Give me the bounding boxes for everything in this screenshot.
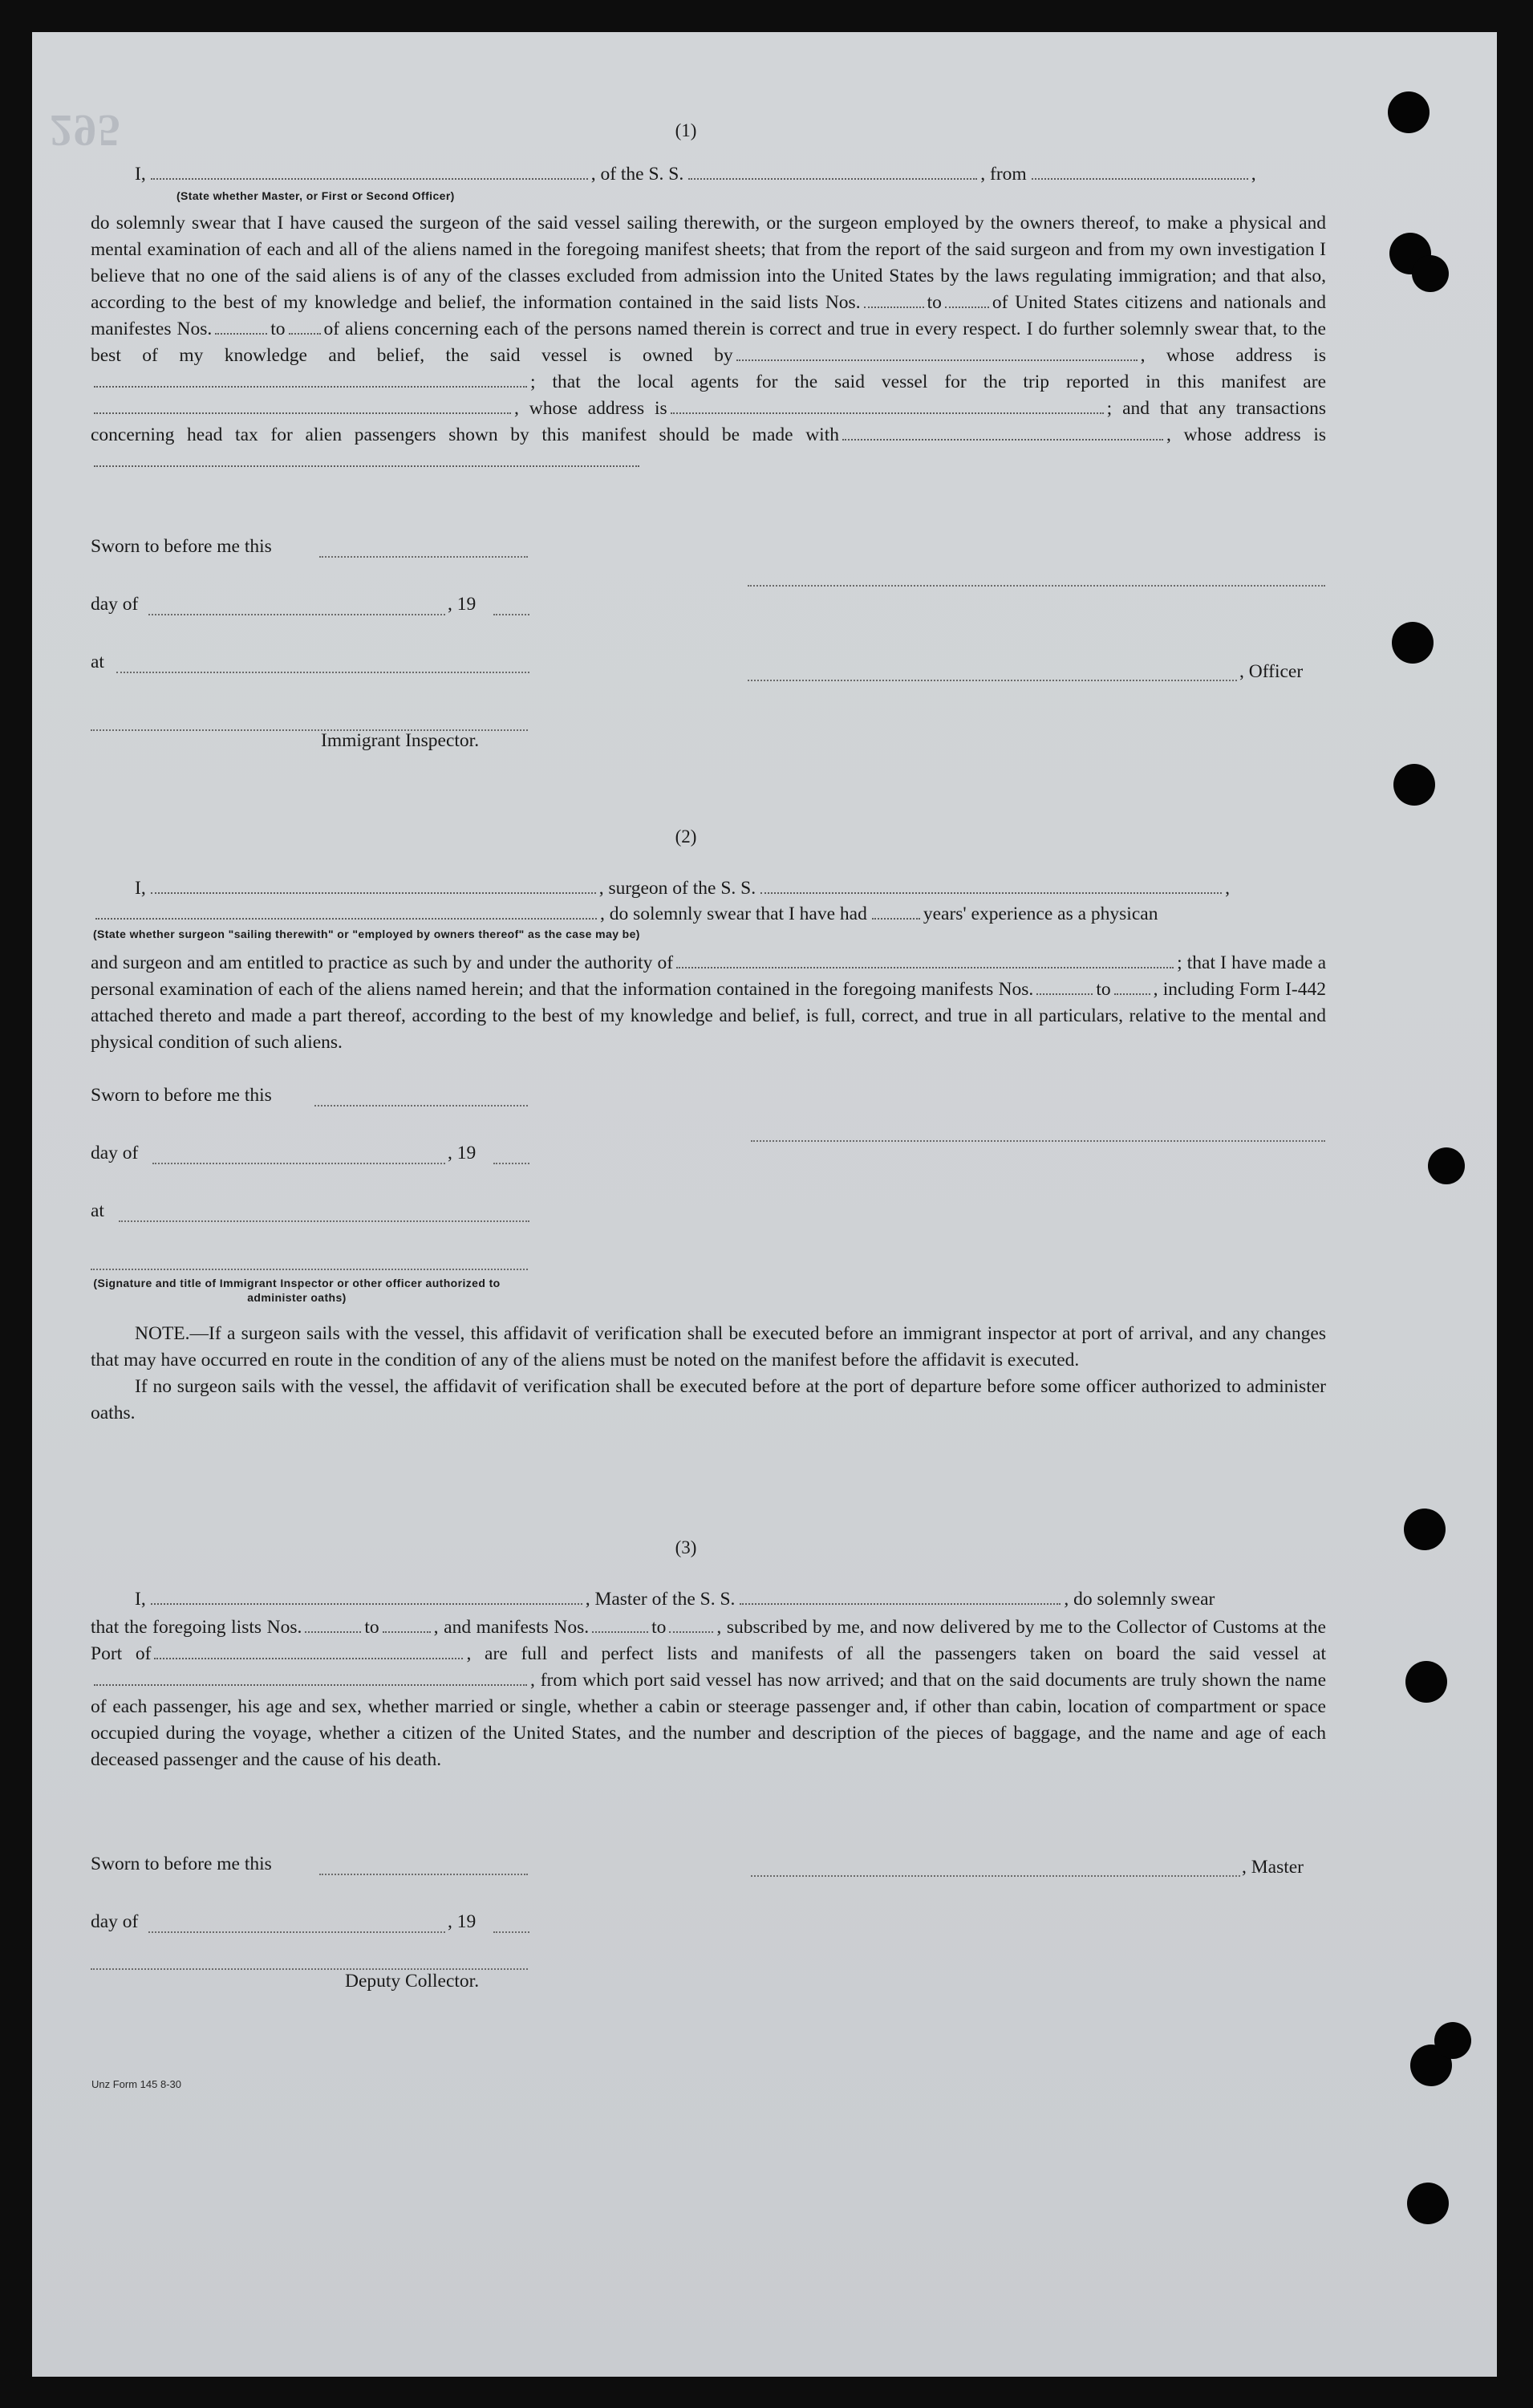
head-tax-address-blank: [94, 451, 639, 467]
lists-to-blank: [383, 1617, 431, 1633]
punch-hole: [1405, 1661, 1447, 1703]
owner-blank: [736, 345, 1138, 361]
section-1-instruction: (State whether Master, or First or Second Officer): [176, 189, 455, 202]
prefix-text: I,: [135, 164, 146, 185]
punch-hole: [1412, 255, 1449, 292]
master-signature-line: [751, 1874, 1240, 1877]
lists-from-blank: [864, 292, 924, 308]
section-2-second-line: , do solemnly swear that I have had years' experience as a physican: [91, 904, 1158, 925]
day-of-blank: [148, 1931, 445, 1933]
inspector-label: Immigrant Inspector.: [321, 730, 480, 751]
day-of-blank: [148, 613, 445, 615]
manifests-to-blank: [669, 1617, 713, 1633]
ship-name-blank: [688, 164, 977, 180]
year-blank: [493, 1931, 529, 1933]
note-paragraph-2: If no surgeon sails with the vessel, the affidavit of verification shall be executed before at the port of departure before some officer authorized to administer oaths.: [91, 1376, 1326, 1423]
sworn-date-blank: [319, 555, 528, 558]
year-blank: [493, 613, 529, 615]
lists-to-blank: [945, 292, 989, 308]
surgeon-signature-line: [751, 1139, 1325, 1142]
lists-from-blank: [305, 1617, 361, 1633]
manifests-from-blank: [592, 1617, 648, 1633]
ship-label: , of the S. S.: [590, 164, 684, 185]
sworn-date-blank: [319, 1873, 528, 1875]
surgeon-manifests-from-blank: [1036, 979, 1093, 995]
surgeon-manifests-to-blank: [1114, 979, 1150, 995]
at-label: at: [91, 1200, 104, 1221]
signature-caption: (Signature and title of Immigrant Inspector or other officer authorized to administer oaths): [93, 1277, 501, 1304]
from-label: , from: [980, 164, 1027, 185]
year-label: , 19: [448, 1143, 477, 1163]
officer-label: , Officer: [1239, 661, 1304, 682]
years-blank: [872, 904, 920, 920]
master-ship-blank: [740, 1589, 1061, 1605]
day-of-label: day of: [91, 1911, 139, 1932]
year-label: , 19: [448, 1911, 477, 1932]
year-blank: [493, 1162, 529, 1164]
section-1-number: (1): [675, 120, 697, 140]
authority-blank: [676, 952, 1174, 968]
deputy-signature-line: [91, 1967, 528, 1970]
punch-hole: [1404, 1509, 1446, 1550]
punch-hole: [1392, 622, 1434, 664]
note-text: [91, 1321, 1326, 1427]
section-1-oath-text: do solemnly swear that I have caused the surgeon of the said vessel sailing therewith, or the surgeon employed by the owners thereof, to make a physical and mental examination of each and all of the aliens named in the foregoing manifest sheets; that from the report of the said surgeon and from my own investigation I believe that no one of the said aliens is of any of the classes excluded from admission into the United States by the laws regulating immigration; and that also, according to the best of my knowledge and belief, the information contained in the said lists Nos. to of United States citizens and nationals and manifestes Nos. to of aliens concerning each of the persons named therein is correct and true in every respect. I do further solemnly swear that, to the best of my knowledge and belief, the said vessel is owned by , whose address is; that the local agents for the said vessel for the trip reported in this manifest are, whose address is ; and that any transactions concerning head tax for alien passengers shown by this manifest should be made with , whose address is: [91, 210, 1326, 475]
surgeon-ship-blank: [760, 878, 1222, 894]
officer-signature-line: [748, 584, 1325, 587]
master-name-blank: [151, 1589, 582, 1605]
manifest-page: [32, 32, 1497, 2377]
punch-hole: [1428, 1147, 1465, 1184]
at-label: at: [91, 652, 104, 672]
punch-hole: [1407, 2183, 1449, 2224]
sworn-label: Sworn to before me this: [91, 1854, 272, 1874]
sworn-label: Sworn to before me this: [91, 1085, 272, 1106]
head-tax-blank: [842, 424, 1163, 441]
officer-name-blank: [151, 164, 588, 180]
note-paragraph-1: NOTE.—If a surgeon sails with the vessel, this affidavit of verification shall be executed before an immigrant inspector at port of arrival, and any changes that may have occurred en route in the condition of any of the aliens must be noted on the manifest before the affidavit is executed.: [91, 1323, 1326, 1370]
page-stamp-bleedthrough: 295: [50, 105, 122, 155]
agents-blank: [94, 398, 511, 414]
at-blank: [119, 1220, 529, 1222]
punch-hole: [1388, 91, 1430, 133]
at-blank: [116, 671, 529, 673]
sworn-date-blank: [314, 1104, 528, 1107]
officer-title-line: [748, 679, 1237, 681]
day-of-label: day of: [91, 594, 139, 615]
section-3-oath-text: that the foregoing lists Nos. to , and manifests Nos. to , subscribed by me, and now delivered by me to the Collector of Customs at the Port of , are full and perfect lists and manifests of all the passengers taken on board the said vessel at, from which port said vessel has now arrived; and that on the said documents are truly shown the name of each passenger, his age and sex, whether married or single, whether a cabin or steerage passenger and, if other than cabin, location of compartment or space occupied during the voyage, whether a citizen of the United States, and the number and description of the pieces of baggage, and the name and age of each deceased passenger and the cause of his death.: [91, 1617, 1326, 1770]
section-1-first-line: I, , of the S. S. , from ,: [135, 164, 1256, 185]
section-2-first-line: I, , surgeon of the S. S. ,: [135, 878, 1230, 899]
manifests-from-blank: [215, 319, 267, 335]
section-2-instruction: (State whether surgeon "sailing therewith" or "employed by owners thereof" as the case may be): [93, 928, 640, 940]
form-identifier: Unz Form 145 8-30: [91, 2078, 181, 2090]
inspector-signature-line: [91, 1268, 528, 1270]
section-2-number: (2): [675, 826, 697, 847]
punch-hole: [1434, 2022, 1471, 2059]
year-label: , 19: [448, 594, 477, 615]
port-blank: [154, 1643, 463, 1659]
master-label: , Master: [1242, 1857, 1304, 1878]
agents-address-blank: [671, 398, 1104, 414]
section-2-oath-text: and surgeon and am entitled to practice as such by and under the authority of ; that I have made a personal examination of each of the aliens named herein; and that the information contained in the foregoing manifests Nos. to , including Form I-442 attached thereto and made a part thereof, according to the best of my knowledge and belief, is full, correct, and true in all particulars, relative to the mental and physical condition of such aliens.: [91, 952, 1327, 1053]
manifests-to-blank: [289, 319, 321, 335]
surgeon-name-blank: [151, 878, 596, 894]
port-from-blank: [1032, 164, 1248, 180]
deputy-label: Deputy Collector.: [345, 1971, 480, 1992]
section-3-first-line: I, , Master of the S. S. , do solemnly swear: [135, 1589, 1215, 1610]
day-of-label: day of: [91, 1143, 139, 1163]
section-3-number: (3): [675, 1537, 697, 1557]
day-of-blank: [152, 1162, 445, 1164]
punch-hole: [1393, 764, 1435, 806]
surgeon-status-blank: [95, 904, 597, 920]
sworn-label: Sworn to before me this: [91, 536, 272, 557]
embark-port-blank: [94, 1670, 527, 1686]
owner-address-blank: [94, 372, 527, 388]
